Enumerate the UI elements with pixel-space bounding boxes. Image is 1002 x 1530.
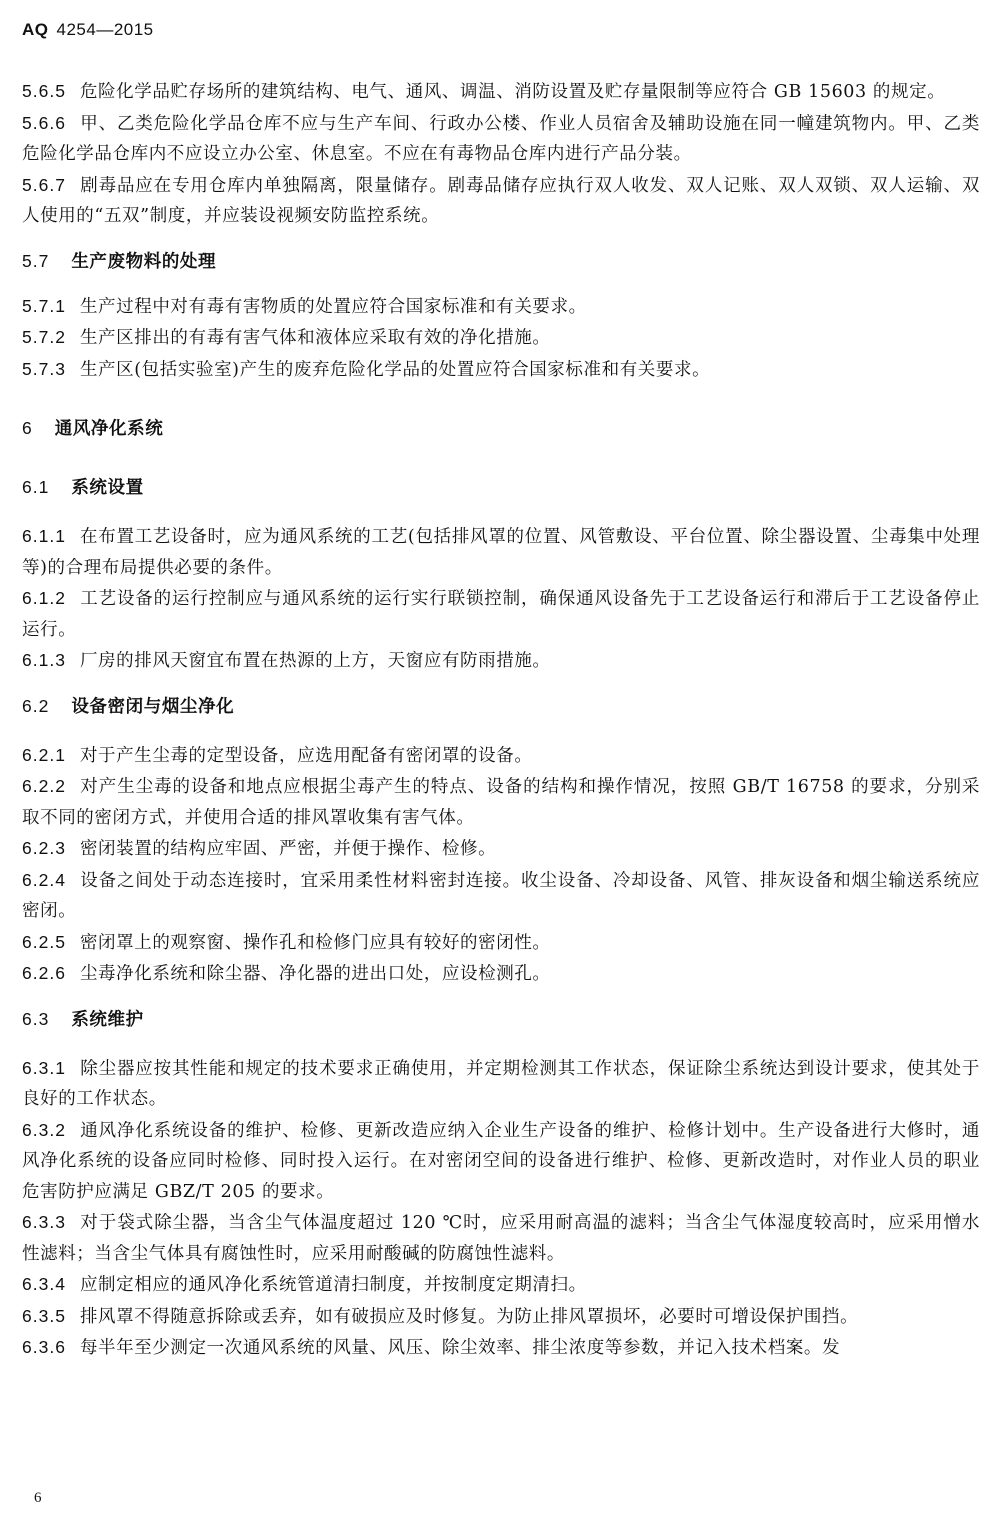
clause-6-3-1 bbox=[22, 1053, 980, 1115]
clause-text: 密闭装置的结构应牢固、严密，并便于操作、检修。 bbox=[79, 839, 497, 859]
section-heading-6-2 bbox=[22, 691, 980, 722]
clause-6-3-4 bbox=[22, 1269, 980, 1301]
clause-text: 尘毒净化系统和除尘器、净化器的进出口处，应设检测孔。 bbox=[79, 964, 551, 984]
clause-number: 6.1.3 bbox=[22, 650, 66, 670]
clause-number: 6.3.6 bbox=[22, 1337, 66, 1357]
section-title: 设备密闭与烟尘净化 bbox=[71, 696, 235, 717]
clause-text: 甲、乙类危险化学品仓库不应与生产车间、行政办公楼、作业人员宿舍及辅助设施在同一幢建筑物内。甲、乙类危险化学品仓库内不应设立办公室、休息室。不应在有毒物品仓库内进行产品分装。 bbox=[22, 113, 980, 164]
clause-number: 5.6.6 bbox=[22, 112, 66, 133]
clause-6-2-2 bbox=[22, 771, 980, 833]
clause-number: 5.6.5 bbox=[22, 81, 66, 101]
clause-6-3-2 bbox=[22, 1115, 980, 1208]
clause-6-3-5 bbox=[22, 1301, 980, 1333]
page-number: 6 bbox=[34, 1490, 42, 1506]
clause-text: 生产区(包括实验室)产生的废弃危险化学品的处置应符合国家标准和有关要求。 bbox=[79, 359, 711, 380]
clause-text: 对产生尘毒的设备和地点应根据尘毒产生的特点、设备的结构和操作情况，按照 GB/T 16758 的要求，分别采取不同的密闭方式，并使用合适的排风罩收集有害气体。 bbox=[22, 777, 980, 828]
clause-6-3-3 bbox=[22, 1207, 980, 1269]
clause-6-2-4 bbox=[22, 865, 980, 927]
clause-text: 对于袋式除尘器，当含尘气体温度超过 120 ℃时，应采用耐高温的滤料；当含尘气体湿度较高时，应采用憎水性滤料；当含尘气体具有腐蚀性时，应采用耐酸碱的防腐蚀性滤料。 bbox=[22, 1213, 980, 1264]
clause-text: 工艺设备的运行控制应与通风系统的运行实行联锁控制，确保通风设备先于工艺设备运行和滞后于工艺设备停止运行。 bbox=[22, 589, 980, 640]
clause-number: 5.7.3 bbox=[22, 358, 66, 379]
clause-text: 剧毒品应在专用仓库内单独隔离，限量储存。剧毒品储存应执行双人收发、双人记账、双人双锁、双人运输、双人使用的“五双”制度，并应装设视频安防监控系统。 bbox=[22, 175, 980, 226]
chapter-number: 6 bbox=[22, 418, 33, 438]
clause-text: 排风罩不得随意拆除或丢弃，如有破损应及时修复。为防止排风罩损坏，必要时可增设保护围挡。 bbox=[79, 1306, 859, 1327]
clause-number: 5.7.2 bbox=[22, 327, 66, 347]
standard-number: 4254—2015 bbox=[56, 20, 154, 39]
clause-6-2-6 bbox=[22, 958, 980, 990]
clause-6-2-1 bbox=[22, 740, 980, 772]
section-heading-6-1 bbox=[22, 472, 980, 503]
clause-number: 6.2.5 bbox=[22, 931, 66, 952]
clause-text: 危险化学品贮存场所的建筑结构、电气、通风、调温、消防设置及贮存量限制等应符合 GB 15603 的规定。 bbox=[79, 82, 946, 102]
clause-number: 6.1.2 bbox=[22, 588, 66, 608]
section-heading-6-3 bbox=[22, 1004, 980, 1035]
clause-6-2-3 bbox=[22, 833, 980, 865]
clause-number: 6.2.1 bbox=[22, 744, 66, 765]
clause-number: 6.3.5 bbox=[22, 1305, 66, 1326]
clause-6-3-6 bbox=[22, 1332, 980, 1364]
clause-text: 通风净化系统设备的维护、检修、更新改造应纳入企业生产设备的维护、检修计划中。生产设备进行大修时，通风净化系统的设备应同时检修、同时投入运行。在对密闭空间的设备进行维护、检修、更新改造时，对作业人员的职业危害防护应满足 GBZ/T 205 的要求。 bbox=[22, 1120, 980, 1202]
section-title: 生产废物料的处理 bbox=[71, 251, 217, 272]
clause-5-6-5 bbox=[22, 76, 980, 108]
section-number: 5.7 bbox=[22, 250, 50, 271]
clause-6-1-2 bbox=[22, 583, 980, 645]
chapter-title: 通风净化系统 bbox=[54, 419, 164, 439]
clause-number: 6.3.4 bbox=[22, 1274, 66, 1294]
clause-number: 5.6.7 bbox=[22, 174, 66, 195]
clause-text: 生产区排出的有毒有害气体和液体应采取有效的净化措施。 bbox=[79, 328, 551, 348]
clause-text: 每半年至少测定一次通风系统的风量、风压、除尘效率、排尘浓度等参数，并记入技术档案。发 bbox=[79, 1338, 841, 1358]
clause-number: 6.2.2 bbox=[22, 776, 66, 796]
chapter-heading-6 bbox=[22, 413, 980, 444]
clause-number: 6.2.4 bbox=[22, 869, 66, 890]
clause-text: 应制定相应的通风净化系统管道清扫制度，并按制度定期清扫。 bbox=[79, 1275, 587, 1295]
clause-text: 设备之间处于动态连接时，宜采用柔性材料密封连接。收尘设备、冷却设备、风管、排灰设备和烟尘输送系统应密闭。 bbox=[22, 870, 980, 921]
clause-text: 对于产生尘毒的定型设备，应选用配备有密闭罩的设备。 bbox=[79, 745, 533, 766]
clause-number: 6.3.1 bbox=[22, 1057, 66, 1078]
clause-number: 6.3.2 bbox=[22, 1119, 66, 1140]
clause-text: 在布置工艺设备时，应为通风系统的工艺(包括排风罩的位置、风管敷设、平台位置、除尘器设置、尘毒集中处理等)的合理布局提供必要的条件。 bbox=[22, 527, 980, 578]
page-content bbox=[22, 76, 980, 1364]
clause-number: 6.3.3 bbox=[22, 1212, 66, 1232]
clause-5-6-6 bbox=[22, 108, 980, 170]
clause-6-1-1 bbox=[22, 521, 980, 583]
section-number: 6.1 bbox=[22, 477, 50, 497]
clause-5-7-3 bbox=[22, 354, 980, 386]
clause-number: 6.2.3 bbox=[22, 838, 66, 858]
clause-text: 除尘器应按其性能和规定的技术要求正确使用，并定期检测其工作状态，保证除尘系统达到设计要求，使其处于良好的工作状态。 bbox=[22, 1058, 980, 1109]
standard-code: AQ bbox=[22, 20, 49, 39]
section-heading-5-7 bbox=[22, 246, 980, 277]
clause-text: 厂房的排风天窗宜布置在热源的上方，天窗应有防雨措施。 bbox=[79, 651, 551, 671]
clause-5-7-1 bbox=[22, 291, 980, 323]
clause-number: 6.2.6 bbox=[22, 963, 66, 983]
clause-text: 密闭罩上的观察窗、操作孔和检修门应具有较好的密闭性。 bbox=[79, 932, 551, 953]
section-number: 6.3 bbox=[22, 1008, 50, 1029]
clause-6-1-3 bbox=[22, 645, 980, 677]
section-title: 系统设置 bbox=[71, 478, 144, 498]
clause-number: 5.7.1 bbox=[22, 295, 66, 316]
clause-text: 生产过程中对有毒有害物质的处置应符合国家标准和有关要求。 bbox=[79, 296, 587, 317]
clause-number: 6.1.1 bbox=[22, 526, 66, 546]
clause-5-6-7 bbox=[22, 170, 980, 232]
section-title: 系统维护 bbox=[71, 1009, 144, 1030]
clause-6-2-5 bbox=[22, 927, 980, 959]
clause-5-7-2 bbox=[22, 322, 980, 354]
page-header bbox=[22, 20, 154, 40]
section-number: 6.2 bbox=[22, 695, 50, 716]
